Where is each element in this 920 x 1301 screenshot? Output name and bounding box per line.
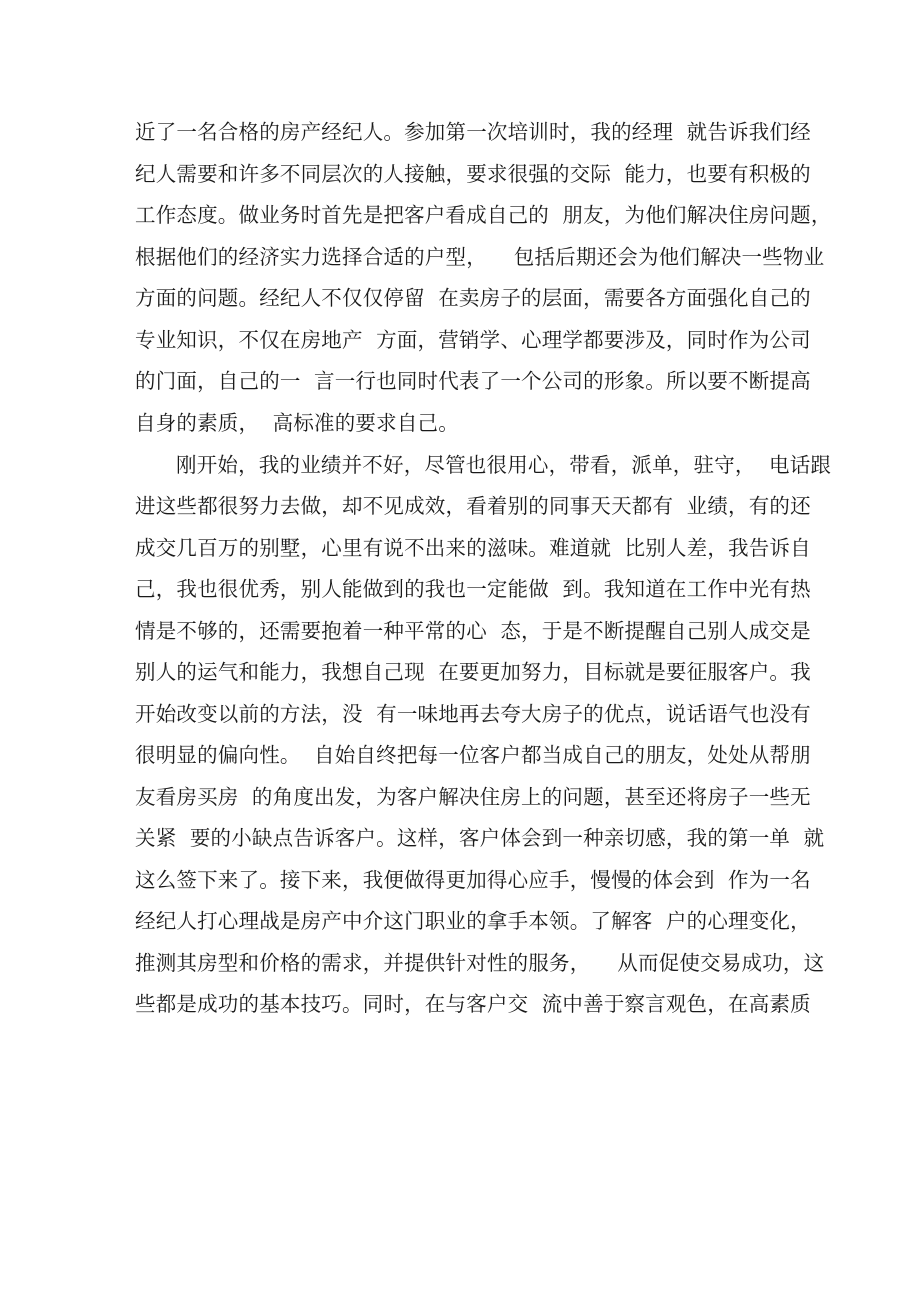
body-text (135, 112, 832, 1026)
text-line: 别人的运气和能力，我想自己现 在要更加努力，目标就是要征服客户。我 (135, 660, 811, 684)
text-line: 方面的问题。经纪人不仅仅停留 在卖房子的层面，需要各方面强化自己的 (135, 286, 811, 310)
text-line: 成交几百万的别墅，心里有说不出来的滋味。难道就 比别人差，我告诉自 (135, 535, 811, 560)
text-line: 的门面，自己的一 言一行也同时代表了一个公司的形象。所以要不断提高 (135, 369, 811, 393)
paragraph-1 (135, 112, 832, 444)
text-line: 情是不够的，还需要抱着一种平常的心 态，于是不断提醒自己别人成交是 (135, 618, 811, 643)
text-line: 根据他们的经济实力选择合适的户型， 包括后期还会为他们解决一些物业 (135, 244, 825, 269)
text-line: 纪人需要和许多不同层次的人接触，要求很强的交际 能力，也要有积极的 (135, 161, 811, 186)
text-line: 专业知识，不仅在房地产 方面，营销学、心理学都要涉及，同时作为公司 (135, 327, 811, 352)
paragraph-2 (135, 445, 832, 1026)
text-line: 进这些都很努力去做，却不见成效，看着别的同事天天都有 业绩，有的还 (135, 494, 811, 518)
text-line: 很明显的偏向性。 自始自终把每一位客户都当成自己的朋友，处处从帮朋 (135, 743, 811, 767)
text-line: 这么签下来了。接下来，我便做得更加得心应手，慢慢的体会到 作为一名 (135, 867, 811, 892)
text-line: 经纪人打心理战是房产中介这门职业的拿手本领。了解客 户的心理变化， (135, 909, 811, 933)
text-line: 自身的素质， 高标准的要求自己。 (135, 410, 459, 435)
text-line: 推测其房型和价格的需求，并提供针对性的服务， 从而促使交易成功，这 (135, 950, 825, 975)
text-line: 近了一名合格的房产经纪人。参加第一次培训时，我的经理 就告诉我们经 (135, 120, 811, 144)
text-line: 刚开始，我的业绩并不好，尽管也很用心，带看，派单，驻守， 电话跟 (176, 452, 832, 477)
text-line: 己，我也很优秀，别人能做到的我也一定能做 到。我知道在工作中光有热 (135, 577, 811, 601)
text-line: 些都是成功的基本技巧。同时，在与客户交 流中善于察言观色，在高素质 (135, 992, 811, 1016)
text-line: 友看房买房 的角度出发，为客户解决住房上的问题，甚至还将房子一些无 (135, 784, 811, 809)
text-line: 开始改变以前的方法，没 有一味地再去夸大房子的优点，说话语气也没有 (135, 701, 811, 726)
text-line: 关紧 要的小缺点告诉客户。这样，客户体会到一种亲切感，我的第一单 就 (135, 826, 825, 850)
text-line: 工作态度。做业务时首先是把客户看成自己的 朋友，为他们解决住房问题， (135, 203, 832, 227)
